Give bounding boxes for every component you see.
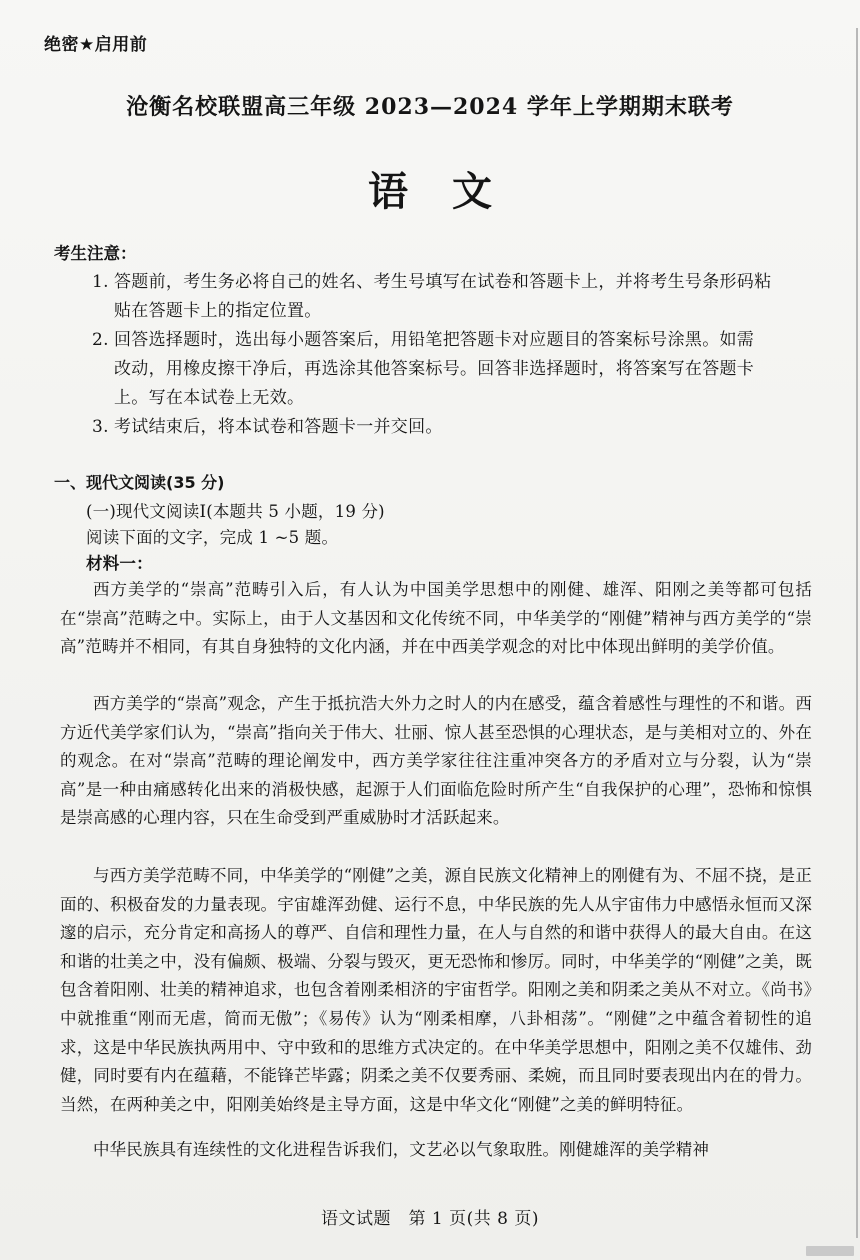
- notice-item-number: 3.: [92, 417, 109, 437]
- notice-item-2: [92, 326, 822, 413]
- notice-item-number: 1.: [92, 272, 109, 292]
- section-subheading: (一)现代文阅读Ⅰ(本题共 5 小题，19 分): [86, 502, 385, 521]
- section-heading: 一、现代文阅读(35 分): [54, 473, 225, 492]
- notice-item-text: 上。写在本试卷上无效。: [114, 388, 305, 408]
- notice-title: 考生注意：: [54, 244, 137, 263]
- page-footer: 语文试题 第 1 页(共 8 页): [320, 1209, 539, 1229]
- passage-paragraph-2: 西方美学的“崇高”观念，产生于抵抗浩大外力之时人的内在感受，蕴含着感性与理性的不和谐。西方近代美学家们认为，“崇高”指向关于伟大、壮丽、惊人甚至恐惧的心理状态，是与美相对立的、外在的观念。在对“崇高”范畴的理论阐发中，西方美学家往往注重冲突各方的矛盾对立与分裂，认为“崇高”是一种由痛感转化出来的消极快感，起源于人们面临危险时所产生“自我保护的心理”，恐怖和惊惧是崇高感的心理内容，只在生命受到严重威胁时才活跃起来。: [60, 694, 812, 828]
- reading-instruction: 阅读下面的文字，完成 1 ~5 题。: [86, 528, 339, 547]
- passage-paragraph-4: 中华民族具有连续性的文化进程告诉我们，文艺必以气象取胜。刚健雄浑的美学精神: [93, 1140, 710, 1159]
- notice-item-text: 考试结束后，将本试卷和答题卡一并交回。: [114, 417, 443, 437]
- notice-item-number: 2.: [92, 330, 109, 350]
- notice-item-1: [92, 268, 822, 326]
- notice-item-3: [92, 413, 822, 442]
- confidential-mark: 绝密★启用前: [44, 35, 148, 55]
- material-label: 材料一：: [86, 554, 153, 573]
- subject-title: 语文: [368, 169, 536, 215]
- exam-title: 沧衡名校联盟高三年级 2023—2024 学年上学期期末联考: [126, 94, 734, 120]
- passage-paragraph-3: 与西方美学范畴不同，中华美学的“刚健”之美，源自民族文化精神上的刚健有为、不屈不挠，是正面的、积极奋发的力量表现。宇宙雄浑劲健、运行不息，中华民族的先人从宇宙伟力中感悟永恒而又深邃的启示，充分肯定和高扬人的尊严、自信和理性力量，在人与自然的和谐中获得人的最大自由。在这和谐的壮美之中，没有偏颇、极端、分裂与毁灭，更无恐怖和惨厉。同时，中华美学的“刚健”之美，既包含着阳刚、壮美的精神追求，也包含着刚柔相济的宇宙哲学。阳刚之美和阴柔之美从不对立。《尚书》中就推重“刚而无虐，简而无傲”；《易传》认为“刚柔相摩，八卦相荡”。“刚健”之中蕴含着韧性的追求，这是中华民族执两用中、守中致和的思维方式决定的。在中华美学思想中，阳刚之美不仅雄伟、劲健，同时要有内在蕴藉，不能锋芒毕露；阴柔之美不仅要秀丽、柔婉，而且同时要表现出内在的骨力。当然，在两种美之中，阳刚美始终是主导方面，这是中华文化“刚健”之美的鲜明特征。: [60, 866, 812, 1114]
- notice-item-text: 改动，用橡皮擦干净后，再选涂其他答案标号。回答非选择题时，将答案写在答题卡: [114, 359, 755, 379]
- scanner-stamp: [806, 1246, 854, 1256]
- passage-paragraph-1: 西方美学的“崇高”范畴引入后，有人认为中国美学思想中的刚健、雄浑、阳刚之美等都可包括在“崇高”范畴之中。实际上，由于人文基因和文化传统不同，中华美学的“刚健”精神与西方美学的“崇高”范畴并不相同，有其自身独特的文化内涵，并在中西美学观念的对比中体现出鲜明的美学价值。: [60, 580, 812, 657]
- notice-item-text: 贴在答题卡上的指定位置。: [114, 301, 322, 321]
- notice-item-text: 回答选择题时，选出每小题答案后，用铅笔把答题卡对应题目的答案标号涂黑。如需: [114, 330, 755, 350]
- notice-item-text: 答题前，考生务必将自己的姓名、考生号填写在试卷和答题卡上，并将考生号条形码粘: [114, 272, 772, 292]
